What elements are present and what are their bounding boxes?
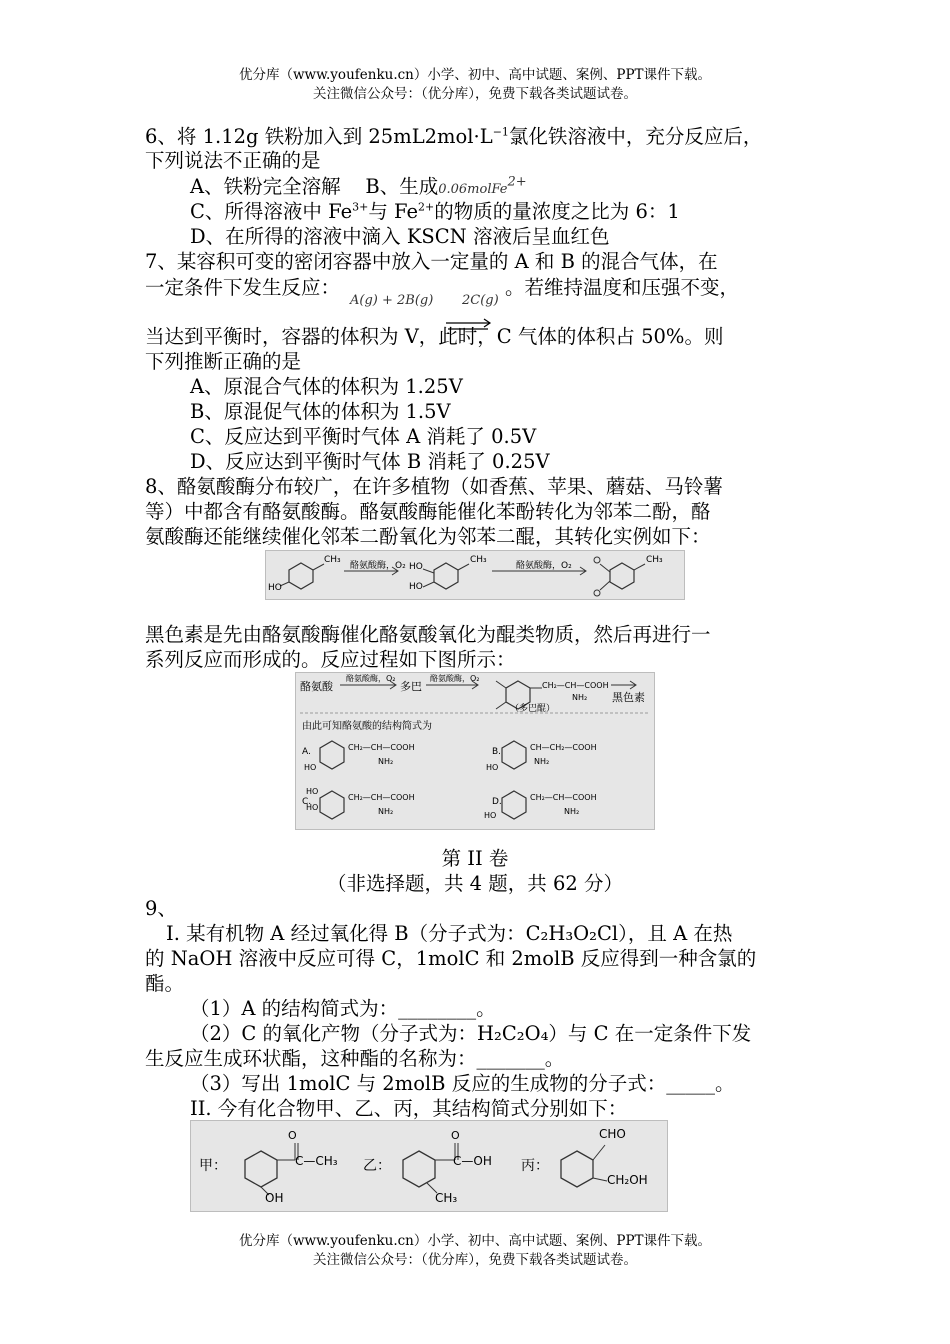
fig2-enzyme-label-1: 酪氨酸酶，O₂ — [346, 674, 396, 683]
q6-option-c: C、所得溶液中 $Fe^{3+}$与 $Fe^{2+}$的物质的量浓度之比为 6：1 — [190, 200, 680, 223]
fig2-option-c-ho-2: HO — [306, 803, 319, 812]
fig2-melanin-label: 黑色素 — [612, 691, 645, 704]
structure-jia-ketone: C—CH₃ — [295, 1154, 338, 1168]
section-2-title: 第 II 卷 — [441, 847, 509, 870]
q8-stem-line-1: 8、酪氨酸酶分布较广，在许多植物（如香蕉、苹果、蘑菇、马铃薯 — [145, 475, 723, 498]
page-footer-line-1: 优分库（www.youfenku.cn）小学、初中、高中试题、案例、PPT课件下载。 — [238, 1233, 712, 1249]
fig2-option-d-chain: CH₂—CH—COOH — [530, 793, 597, 802]
fig2-option-b-nh2: NH₂ — [534, 757, 550, 766]
fig2-nh2: NH₂ — [572, 693, 588, 702]
q7-option-a: A、原混合气体的体积为 1.25V — [190, 375, 463, 398]
structure-yi-methyl: CH₃ — [435, 1191, 458, 1205]
q9-structures-figure — [190, 1120, 668, 1212]
fig2-option-d-nh2: NH₂ — [564, 807, 580, 816]
fig2-enzyme-label-2: 酪氨酸酶，O₂ — [430, 674, 480, 683]
structure-bing-label: 丙： — [521, 1158, 549, 1174]
q7-option-d: D、反应达到平衡时气体 B 消耗了 0.25V — [190, 450, 550, 473]
fig1-ch3-label-2: CH₃ — [470, 555, 487, 565]
structure-jia-hydroxyl: OH — [265, 1191, 284, 1205]
fig1-enzyme-label-2: 酪氨酸酶，O₂ — [516, 561, 572, 571]
q9-part2-line: II. 今有化合物甲、乙、丙，其结构简式分别如下： — [190, 1097, 628, 1120]
fig2-option-a-ho: HO — [304, 763, 317, 772]
fig2-option-c: C. — [302, 797, 312, 807]
fig2-question: 由此可知酪氨酸的结构简式为 — [302, 721, 432, 732]
structure-yi-label: 乙： — [363, 1158, 391, 1174]
fig2-tyrosine-label: 酪氨酸 — [300, 680, 333, 693]
structure-yi-oxygen: O — [451, 1129, 460, 1142]
fig2-option-a-chain: CH₂—CH—COOH — [348, 743, 415, 752]
q9-part1-line-1: I. 某有机物 A 经过氧化得 B（分子式为：C₂H₃O₂Cl），且 A 在热 — [166, 922, 733, 945]
section-2-subtitle: （非选择题，共 4 题，共 62 分） — [326, 872, 623, 895]
q8-stem-line-2: 等）中都含有酪氨酸酶。酪氨酸酶能催化苯酚转化为邻苯二酚，酪 — [145, 500, 711, 523]
q7-stem-line-3: 当达到平衡时，容器的体积为 V，此时，C 气体的体积占 50%。则 — [145, 325, 724, 348]
fig2-side-chain: CH₂—CH—COOH — [542, 681, 609, 690]
fig2-option-b: B. — [492, 747, 502, 757]
q8-stem-line-3: 氨酸酶还能继续催化邻苯二酚氧化为邻苯二醌，其转化实例如下： — [145, 525, 711, 548]
fig1-ho-label-2: HO — [409, 562, 423, 572]
fig2-option-a-nh2: NH₂ — [378, 757, 394, 766]
q9-subquestion-3: （3）写出 1molC 与 2molB 反应的生成物的分子式：_____。 — [190, 1072, 735, 1095]
q6-stem-line-1: 6、将 1.12g 铁粉加入到 $25mL2mol\cdot L^{-1}$氯化铁溶液中，充分反应后， — [145, 125, 763, 148]
structure-jia-oxygen: O — [288, 1129, 297, 1142]
q6-option-b: B、生成0.06molFe$^{2+}$ — [365, 174, 527, 198]
fig1-ch3-label-3: CH₃ — [646, 555, 663, 565]
fig2-option-c-chain: CH₂—CH—COOH — [348, 793, 415, 802]
fig1-ho-label-3: HO — [409, 582, 423, 592]
fig2-dopa-label: 多巴 — [400, 680, 422, 693]
q6-stem-line-2: 下列说法不正确的是 — [145, 149, 321, 172]
q9-part1-line-3: 酯。 — [145, 972, 185, 995]
fig2-option-c-ho-1: HO — [306, 787, 319, 796]
q7-stem-line-4: 下列推断正确的是 — [145, 350, 302, 373]
page-header-line-2: 关注微信公众号：（优分库），免费下载各类试题试卷。 — [313, 86, 637, 102]
fig1-ch3-label-1: CH₃ — [324, 555, 341, 565]
structure-bing-aldehyde: CHO — [599, 1127, 626, 1141]
q8-reaction-figure-1 — [265, 550, 685, 600]
q8-stem-line-5: 系列反应而形成的。反应过程如下图所示： — [145, 648, 516, 671]
fig2-option-c-nh2: NH₂ — [378, 807, 394, 816]
q9-subquestion-2-line-2: 生反应生成环状酯，这种酯的名称为：_______。 — [145, 1047, 565, 1070]
q9-subquestion-1: （1）A 的结构简式为：________。 — [190, 997, 496, 1020]
page-footer-line-2: 关注微信公众号：（优分库），免费下载各类试题试卷。 — [313, 1252, 637, 1268]
q7-option-b: B、原混促气体的体积为 1.5V — [190, 400, 451, 423]
q7-equation-left: A(g) + 2B(g) — [350, 292, 434, 308]
fig1-enzyme-label-1: 酪氨酸酶，O₂ — [350, 561, 406, 571]
q8-reaction-figure-2 — [295, 672, 655, 830]
structure-jia-label: 甲： — [199, 1158, 227, 1174]
structure-bing-alcohol: CH₂OH — [607, 1173, 648, 1187]
fig2-dopaquinone-caption: （多巴醌） — [510, 704, 556, 714]
q7-stem-line-1: 7、某容积可变的密闭容器中放入一定量的 A 和 B 的混合气体，在 — [145, 250, 718, 273]
q8-stem-line-4: 黑色素是先由酪氨酸酶催化酪氨酸氧化为醌类物质，然后再进行一 — [145, 623, 711, 646]
fig1-ho-label-1: HO — [268, 583, 282, 593]
q7-stem-line-2: 一定条件下发生反应： A(g) + 2B(g) 2C(g) 。若维持温度和压强不变， — [145, 276, 739, 300]
q7-option-c: C、反应达到平衡时气体 A 消耗了 0.5V — [190, 425, 537, 448]
q6-options-ab — [190, 175, 527, 202]
structures-scheme — [191, 1121, 667, 1211]
q9-subquestion-2-line-1: （2）C 的氧化产物（分子式为：H₂C₂O₄）与 C 在一定条件下发 — [190, 1022, 752, 1045]
fig2-option-d-ho: HO — [484, 811, 497, 820]
q9-number: 9、 — [145, 897, 177, 920]
q7-equation-right: 2C(g) — [462, 292, 499, 308]
fig2-option-d: D. — [492, 797, 502, 807]
q6-option-a: A、铁粉完全溶解 — [190, 175, 341, 198]
q6-option-d: D、在所得的溶液中滴入 KSCN 溶液后呈血红色 — [190, 225, 610, 248]
structure-yi-acid: C—OH — [453, 1154, 492, 1168]
fig2-option-b-ho: HO — [486, 763, 499, 772]
page-header-line-1: 优分库（www.youfenku.cn）小学、初中、高中试题、案例、PPT课件下载。 — [238, 67, 712, 83]
q9-part1-line-2: 的 NaOH 溶液中反应可得 C，1molC 和 2molB 反应得到一种含氯的 — [145, 947, 757, 970]
fig2-option-b-chain: CH—CH₂—COOH — [530, 743, 597, 752]
fig2-option-a: A. — [302, 747, 311, 757]
